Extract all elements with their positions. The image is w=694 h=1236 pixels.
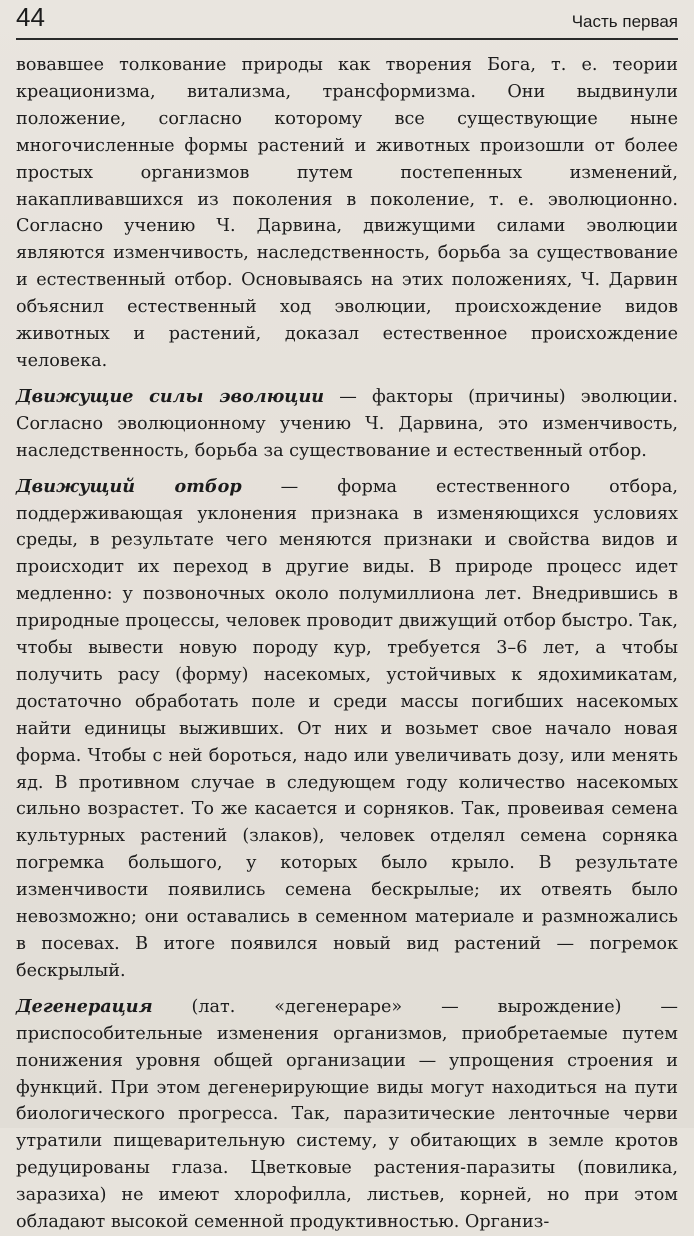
glossary-entry-directional-selection [16, 474, 678, 985]
glossary-definition: — форма естественного отбора, поддерживающая уклонения признака в изменяющихся условиях среды, в результате чего меняются признаки и свойства видов и происходит их переход в другие виды. В природе процесс идет медленно: у позвоночных около полумиллиона лет. Внедрившись в природные процессы, человек проводит движущий отбор быстро. Так, чтобы вывести новую породу кур, требуется 3–6 лет, а чтобы получить расу (форму) насекомых, устойчивых к ядохимикатам, достаточно обработать поле и среди массы погибших насекомых найти единицы выживших. От них и возьмет свое начало новая форма. Чтобы с ней бороться, надо или увеличивать дозу, или менять яд. В противном случае в следующем году количество насекомых сильно возрастет. То же касается и сорняков. Так, провеивая семена культурных растений (злаков), человек отделял семена сорняка погремка большого, у которых было крыло. В результате изменчивости появились семена бескрылые; их отвеять было невозможно; они оставались в семенном материале и размножались в посевах. В итоге появился новый вид растений — погремок бескрылый. [16, 476, 678, 981]
glossary-term: Движущий отбор [16, 475, 242, 497]
paragraph-continuation [16, 52, 678, 375]
glossary-term: Дегенерация [16, 995, 153, 1017]
glossary-term: Движущие силы эволюции [16, 385, 325, 407]
page-header [16, 0, 678, 40]
paragraph-text: вовавшее толкование природы как творения Бога, т. е. теории креационизма, витализма, трансформизма. Они выдвинули положение, согласно которому все существующие ныне многочисленные формы растений и животных произошли от более простых организмов путем постепенных изменений, накапливавшихся из поколения в поколение, т. е. эволюционно. Согласно учению Ч. Дарвина, движущими силами эволюции являются изменчивость, наследственность, борьба за существование и естественный отбор. Основываясь на этих положениях, Ч. Дарвин объяснил естественный ход эволюции, происхождение видов животных и растений, доказал естественное происхождение человека. [16, 55, 678, 371]
glossary-definition: — факторы (причины) эволюции. Согласно эволюционному учению Ч. Дарвина, это изменчивость, наследственность, борьба за существование и естественный отбор. [16, 386, 679, 461]
page-number: 44 [16, 2, 45, 32]
glossary-definition: (лат. «дегенераре» — вырождение) — приспособительные изменения организмов, приобретаемые путем понижения уровня общей организации — упрощения строения и функций. При этом дегенерирующие виды могут находиться на пути биологического прогресса. Так, паразитические ленточные черви утратили пищеварительную систему, у обитающих в земле кротов редуцированы глаза. Цветковые растения-паразиты (повилика, заразиха) не имеют хлорофилла, листьев, корней, но при этом обладают высокой семенной продуктивностью. Организ- [16, 996, 678, 1233]
glossary-entry-driving-forces [16, 384, 678, 465]
glossary-entry-degeneration [16, 994, 678, 1236]
running-title: Часть первая [571, 12, 678, 31]
page-body [16, 40, 678, 1236]
